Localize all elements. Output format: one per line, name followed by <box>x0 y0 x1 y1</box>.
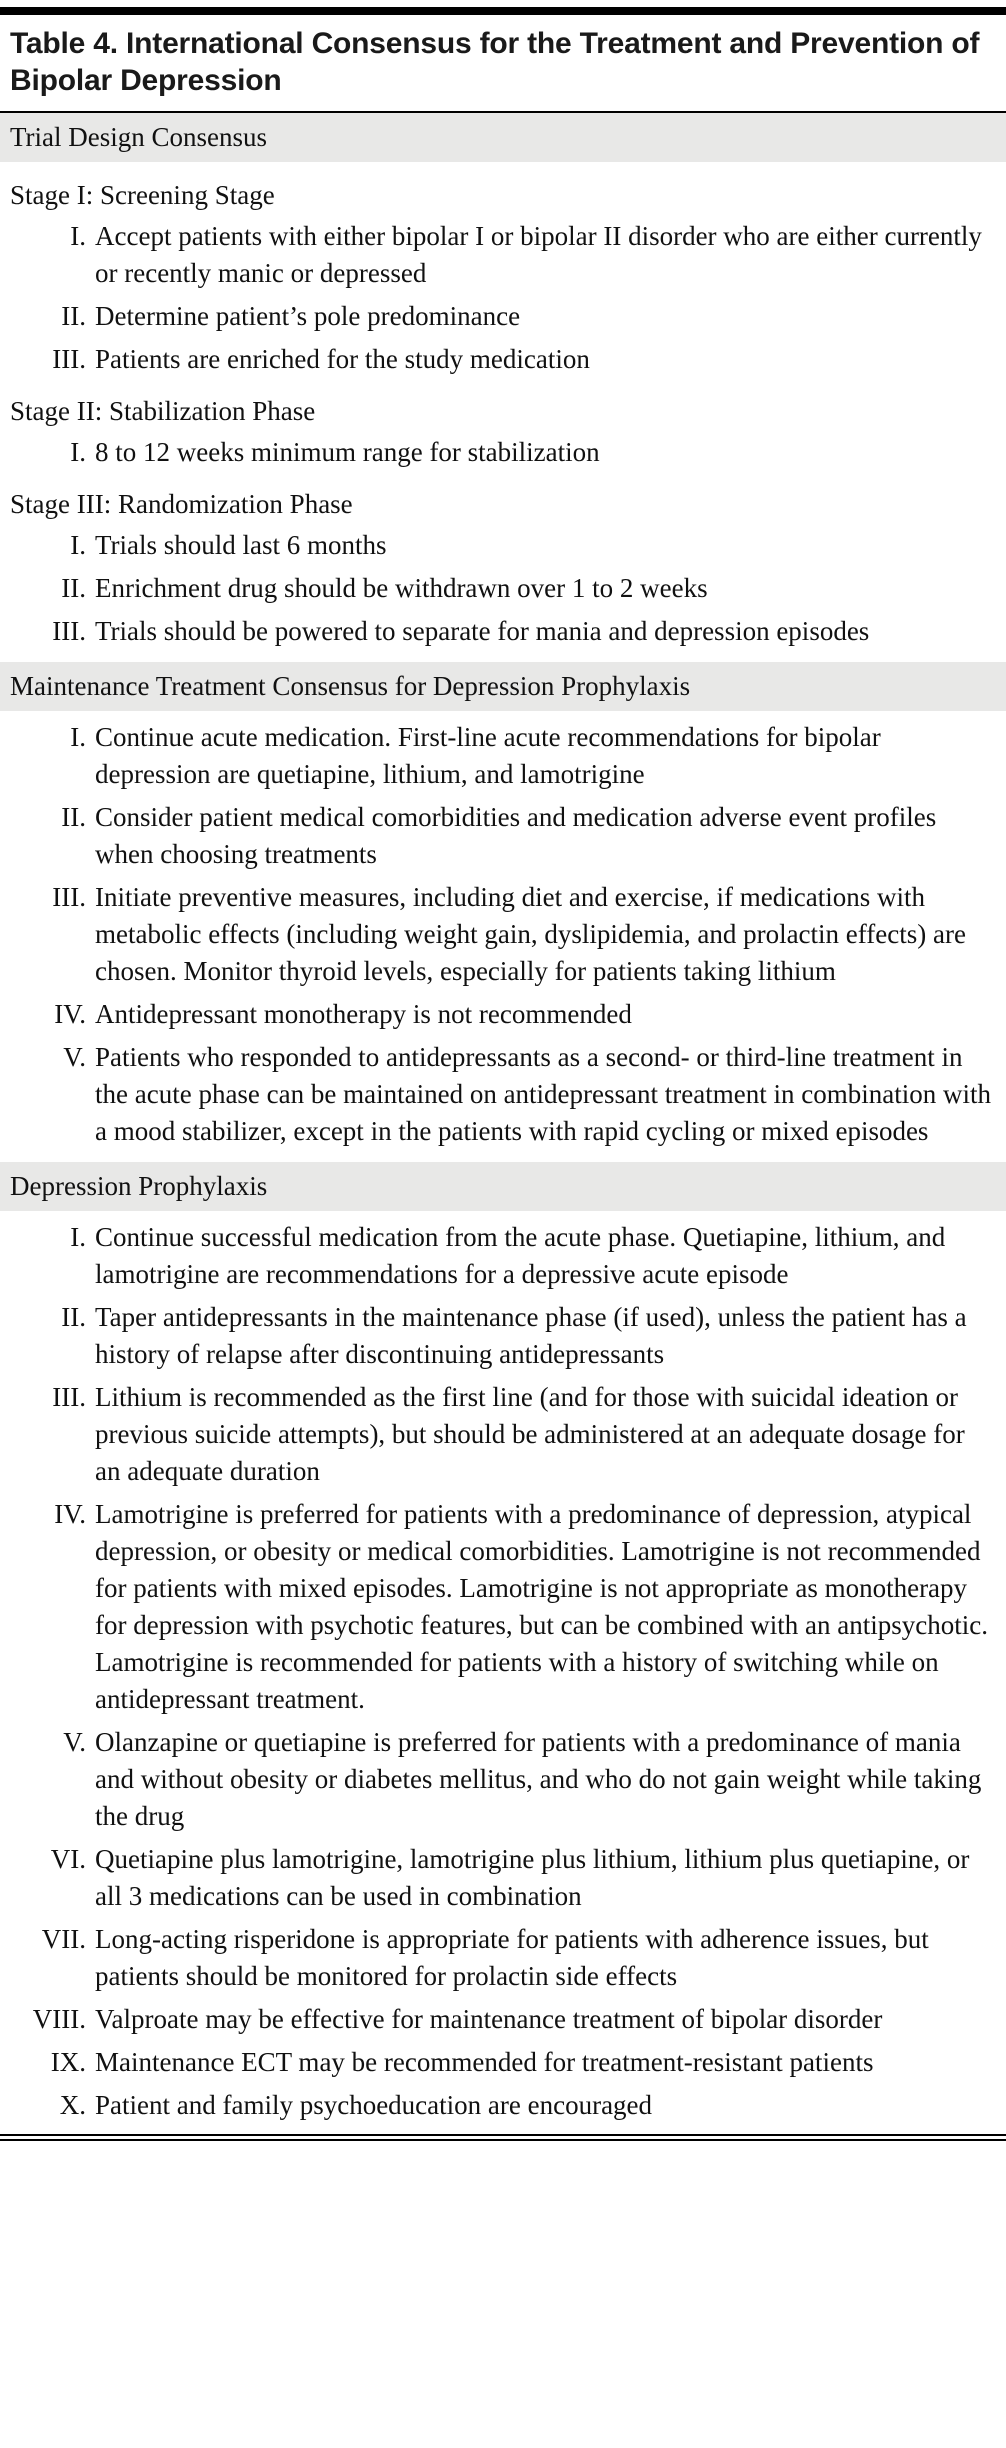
list-item <box>0 613 1006 650</box>
item-numeral: V. <box>63 1042 86 1072</box>
item-text: Maintenance ECT may be recommended for treatment-resistant patients <box>95 2047 874 2077</box>
list-item <box>0 1496 1006 1718</box>
section-header-trial-design: Trial Design Consensus <box>0 113 1006 162</box>
section-depression-prophylaxis <box>0 1162 1006 2124</box>
item-numeral: IX. <box>50 2047 86 2077</box>
item-text: Determine patient’s pole predominance <box>95 301 521 331</box>
list-item <box>0 2044 1006 2081</box>
list-item <box>0 2001 1006 2038</box>
item-numeral: III. <box>52 1382 86 1412</box>
item-numeral: I. <box>70 722 86 752</box>
list-item <box>0 1039 1006 1150</box>
item-text: Patients are enriched for the study medication <box>95 344 590 374</box>
item-numeral: I. <box>70 1222 86 1252</box>
top-rule <box>0 7 1006 15</box>
item-text: 8 to 12 weeks minimum range for stabilization <box>95 437 600 467</box>
item-numeral: X. <box>59 2090 86 2120</box>
list-item <box>0 1724 1006 1835</box>
list-item <box>0 1219 1006 1293</box>
item-numeral: II. <box>61 573 86 603</box>
item-text: Trials should last 6 months <box>95 530 387 560</box>
section-header-maintenance-treatment: Maintenance Treatment Consensus for Depression Prophylaxis <box>0 662 1006 711</box>
list-item <box>0 434 1006 471</box>
item-numeral: I. <box>70 437 86 467</box>
subsection-label-stage-3: Stage III: Randomization Phase <box>10 489 353 519</box>
list-item <box>0 1299 1006 1373</box>
table-title: Table 4. International Consensus for the Treatment and Prevention of Bipolar Depression <box>10 27 980 97</box>
item-text: Initiate preventive measures, including diet and exercise, if medications with metabolic effects (including weight gain, dyslipidemia, and prolactin effects) are chosen. Monitor thyroid levels, especially for patients taking lithium <box>95 882 966 986</box>
list-item <box>0 1379 1006 1490</box>
item-numeral: II. <box>61 301 86 331</box>
list-item <box>0 2087 1006 2124</box>
section-maintenance-treatment-consensus <box>0 662 1006 1150</box>
item-text: Quetiapine plus lamotrigine, lamotrigine plus lithium, lithium plus quetiapine, or all 3 medications can be used in combination <box>95 1844 970 1911</box>
item-numeral: II. <box>61 802 86 832</box>
section-trial-design-consensus <box>0 113 1006 650</box>
section-content <box>0 711 1006 1150</box>
item-numeral: VIII. <box>32 2004 86 2034</box>
list-item <box>0 298 1006 335</box>
item-text: Patients who responded to antidepressants as a second- or third-line treatment in the acute phase can be maintained on antidepressant treatment in combination with a mood stabilizer, except in the patients with rapid cycling or mixed episodes <box>95 1042 991 1146</box>
section-content <box>0 1211 1006 2124</box>
subsection-label-stage-2: Stage II: Stabilization Phase <box>10 396 316 426</box>
list-item <box>0 879 1006 990</box>
list-item <box>0 719 1006 793</box>
list-item <box>0 1841 1006 1915</box>
item-numeral: VI. <box>50 1844 86 1874</box>
item-numeral: III. <box>52 344 86 374</box>
item-numeral: IV. <box>54 1499 86 1529</box>
list-item <box>0 527 1006 564</box>
list-item <box>0 218 1006 292</box>
item-text: Taper antidepressants in the maintenance phase (if used), unless the patient has a history of relapse after discontinuing antidepressants <box>95 1302 967 1369</box>
item-text: Continue acute medication. First-line acute recommendations for bipolar depression are quetiapine, lithium, and lamotrigine <box>95 722 881 789</box>
item-text: Enrichment drug should be withdrawn over 1 to 2 weeks <box>95 573 708 603</box>
list-item <box>0 996 1006 1033</box>
list-item <box>0 799 1006 873</box>
item-text: Long-acting risperidone is appropriate for patients with adherence issues, but patients should be monitored for prolactin side effects <box>95 1924 929 1991</box>
item-numeral: I. <box>70 221 86 251</box>
list-item <box>0 570 1006 607</box>
item-numeral: III. <box>52 616 86 646</box>
table-page <box>0 7 1006 2448</box>
item-numeral: II. <box>61 1302 86 1332</box>
bottom-rule <box>0 2134 1006 2141</box>
item-numeral: IV. <box>54 999 86 1029</box>
item-numeral: III. <box>52 882 86 912</box>
section-header-depression-prophylaxis: Depression Prophylaxis <box>0 1162 1006 1211</box>
item-text: Antidepressant monotherapy is not recommended <box>95 999 632 1029</box>
item-numeral: VII. <box>41 1924 86 1954</box>
item-text: Olanzapine or quetiapine is preferred for patients with a predominance of mania and without obesity or diabetes mellitus, and who do not gain weight while taking the drug <box>95 1727 982 1831</box>
item-text: Patient and family psychoeducation are encouraged <box>95 2090 653 2120</box>
item-text: Accept patients with either bipolar I or bipolar II disorder who are either currently or recently manic or depressed <box>95 221 982 288</box>
item-text: Consider patient medical comorbidities and medication adverse event profiles when choosing treatments <box>95 802 937 869</box>
item-text: Continue successful medication from the acute phase. Quetiapine, lithium, and lamotrigine are recommendations for a depressive acute episode <box>95 1222 946 1289</box>
item-text: Valproate may be effective for maintenance treatment of bipolar disorder <box>95 2004 883 2034</box>
subsection-label-stage-1: Stage I: Screening Stage <box>10 180 275 210</box>
item-text: Lamotrigine is preferred for patients with a predominance of depression, atypical depression, or obesity or medical comorbidities. Lamotrigine is not recommended for patients with mixed episodes. Lamotrigine is not appropriate as monotherapy for depression with psychotic features, but can be combined with an antipsychotic. Lamotrigine is recommended for patients with a history of switching while on antidepressant treatment. <box>95 1499 989 1714</box>
item-numeral: I. <box>70 530 86 560</box>
item-text: Lithium is recommended as the first line (and for those with suicidal ideation or previous suicide attempts), but should be administered at an adequate dosage for an adequate duration <box>95 1382 965 1486</box>
item-text: Trials should be powered to separate for mania and depression episodes <box>95 616 870 646</box>
item-numeral: V. <box>63 1727 86 1757</box>
list-item <box>0 1921 1006 1995</box>
list-item <box>0 341 1006 378</box>
